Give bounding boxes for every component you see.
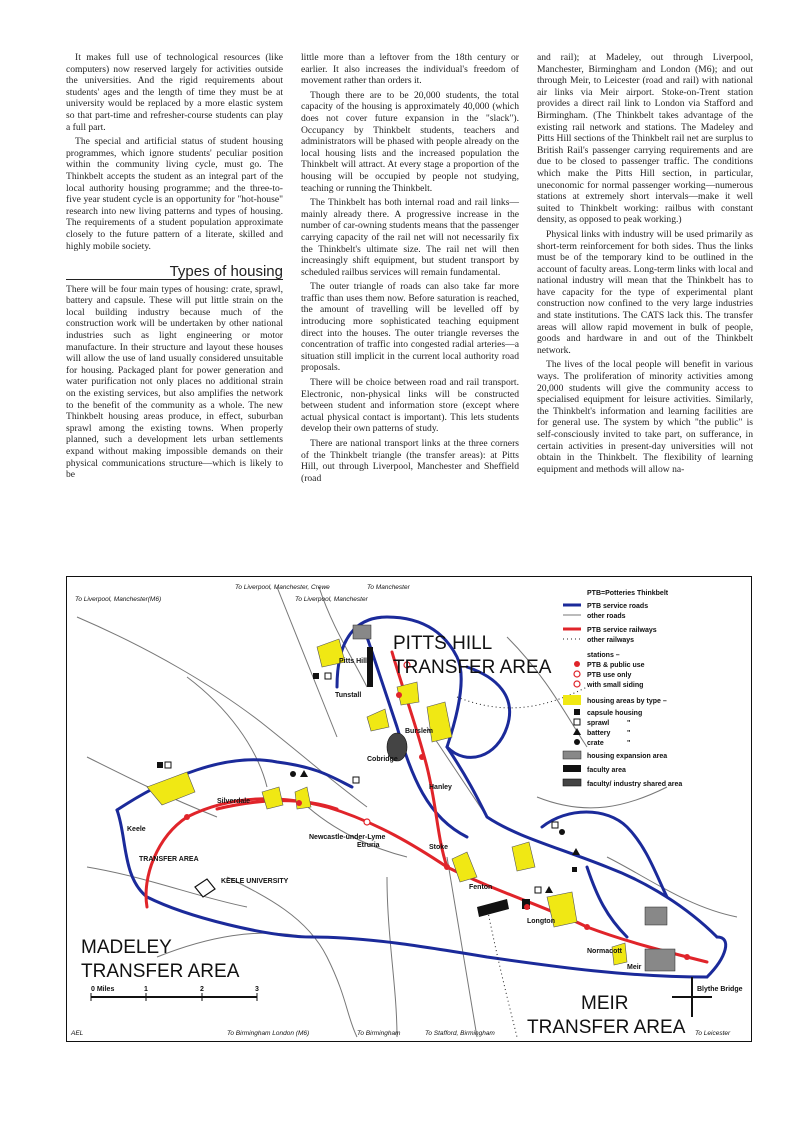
paragraph: The outer triangle of roads can also take far more traffic than uses them now. Before saturation is reached, the amount of travelling will be levelled off by introducing more sophisticated teaching equipment direct into the houses. The outer triangle reverses the concentration of traffic into congested radial arteries—a situation still implicit in the current local authority road proposals. [301,281,519,374]
place-hanley: Hanley [429,784,452,791]
paragraph: There are national transport links at the three corners of the Thinkbelt triangle (the transfer areas): at Pitts Hill, out through Liverpool, Manchester and Sheffield (road [301,438,519,484]
paragraph: Though there are to be 20,000 students, the total capacity of the housing is approximately 40,000 (which does not cover future expansion in the "slack"). Occupancy by Thinkbelt students, teachers and administrators will be phased with people already on the local housing lists and the increased population the Thinkbelt will attract. At every stage a proportion of the housing will be occupied by people not studying, teaching or running the Thinkbelt. [301,89,519,194]
place-tunstall: Tunstall [335,692,362,699]
legend-ditto: " [627,740,631,747]
label-to-leicester: To Leicester [695,1030,731,1037]
scale-tick-2: 2 [200,986,204,993]
paragraph: There will be choice between road and rail transport. Electronic, non-physical links will be constructed between student and information store (except where actual physical contact is important). This lets students develop their own patterns of study. [301,377,519,435]
legend-station-public: PTB & public use [587,662,645,669]
label-to-liverpool: To Liverpool, Manchester [295,596,368,603]
map-legend [563,590,682,788]
scale-label: 0 Miles [91,986,115,993]
place-keele-university: KEELE UNIVERSITY [221,878,289,885]
paragraph: It makes full use of technological resources (like computers) now reserved largely for activities outside the universities. And the rigid requirements about students' ages and the length of time they must be at university would be replaced by a more elastic system so that part-time and refresher-course students can play a full part. [66,52,283,133]
big-label-pitts-hill-transfer: TRANSFER AREA [393,657,552,678]
credit: AEL [71,1030,84,1037]
place-newcastle: Newcastle-under-Lyme [309,834,386,841]
scale-tick-1: 1 [144,986,148,993]
legend-expansion: housing expansion area [587,753,668,760]
legend-crate: crate [587,740,604,747]
legend-sprawl: sprawl [587,720,610,727]
legend-capsule: capsule housing [587,710,643,717]
legend-shared: faculty/ industry shared area [587,781,683,788]
label-to-liverpool-m6: To Liverpool, Manchester(M6) [75,596,162,603]
big-label-pitts-hill: PITTS HILL [393,633,493,654]
paragraph: The special and artificial status of student housing programmes, which ignore students' peculiar position within the community living cycle, must go. The Thinkbelt accepts the student as an integral part of the local authority housing programme; and the three-to-five year student cycle is an opportunity for "hot-house" research into new living patterns and types of housing. The requirements of a student population approximate closely to the future pattern of a literate, skilled and highly mobile society. [66,136,283,252]
legend-other-roads: other roads [587,613,626,620]
paragraph: The lives of the local people will benefit in various ways. The proliferation of minority activities among 20,000 students will give the community access to specialised equipment for leisure activities. Similarly, the Thinkbelt's information and learning facilities are for general use. The system by which "the public" is self-consciously invited to take part, on sufferance, in certain activities in present-day universities will not obtain in the Thinkbelt. The flexibility of learning equipment and methods will allow na- [537,359,753,475]
legend-housing: housing areas by type – [587,698,667,705]
paragraph: and rail); at Madeley, out through Liverpool, Manchester, Birmingham and London (M6); and out through Meir, to Leicester (road and rail) with national air links via Meir airport. Stoke-on-Trent station provides a direct rail link to London via Stafford and Birmingham. (The Thinkbelt takes advantage of the existing rail network and stations. The Madeley and Pitts Hill sections of the Thinkbelt rail net are surplus to British Rail's passenger carrying requirements and are due to be closed to passenger traffic. The conditions which make the Pitts Hill section, in particular, uneconomic for normal passenger working—numerous stations at extremely short intervals—make it well suited to Thinkbelt working: railbus with constant density, as opposed to peak working.) [537,52,753,226]
legend-service-roads: PTB service roads [587,603,649,610]
section-heading: Types of housing [66,266,283,280]
place-blythe-bridge: Blythe Bridge [697,986,743,993]
legend-title: PTB=Potteries Thinkbelt [587,590,669,597]
thinkbelt-map [66,576,752,1042]
place-etruria: Etruria [357,842,380,849]
place-stoke: Stoke [429,844,449,851]
legend-station-siding: with small siding [587,682,644,689]
paragraph: The Thinkbelt has both internal road and rail links—mainly already there. A progressive increase in the number of car-owning students means that the passenger carrying capacity of the rail net will not necessarily fix the Thinkbelt's ultimate size. The rail net will then increasingly shift equipment, but student transport by scheduled railbus services will remain fundamental. [301,197,519,278]
label-to-birmingham-london: To Birmingham London (M6) [227,1030,310,1037]
label-to-manchester: To Manchester [367,584,410,591]
place-burslem: Burslem [405,728,434,735]
legend-ditto: " [627,720,631,727]
label-to-birmingham: To Birmingham [357,1030,401,1037]
legend-station-ptb: PTB use only [587,672,632,679]
place-pitts-hill: Pitts Hill [339,658,368,665]
text-column-1 [66,52,283,484]
place-meir: Meir [627,964,642,971]
place-keele: Keele [127,826,146,833]
scale-bar [91,986,259,1001]
label-to-stafford: To Stafford, Birmingham [425,1030,495,1037]
place-silverdale: Silverdale [217,798,251,805]
big-label-meir: MEIR [581,993,629,1014]
legend-stations: stations – [587,652,620,659]
scale-tick-3: 3 [255,986,259,993]
paragraph: little more than a leftover from the 18th century or earlier. It also increases the individual's freedom of movement rather than orders it. [301,52,519,87]
place-fenton: Fenton [469,884,493,891]
legend-faculty: faculty area [587,767,626,774]
place-longton: Longton [527,918,555,925]
legend-ditto: " [627,730,631,737]
place-normacott: Normacott [587,948,623,955]
map-canvas [67,577,751,1041]
big-label-madeley: MADELEY [81,937,172,958]
legend-other-railways: other railways [587,637,635,644]
faculty-areas [367,647,530,917]
paragraph: There will be four main types of housing: crate, sprawl, battery and capsule. These will put little strain on the local building industry because much of the construction work will be undertaken by other national industries such as light engineering or motor manufacture. In their structure and layout these houses will allow the use of land usually considered unsuitable for housing. Packaged plant for power generation and water purification not only places no additional strain on the existing services, but also amplifies the network to the benefit of the community as a whole. The new Thinkbelt housing areas produce, in effect, suburban sprawl among the existing towns. When properly planned, such a development lets urban settlements expand without making impossible demands on their physical communications structure—which is likely to be [66,283,283,481]
text-column-2 [301,52,519,487]
big-label-meir-transfer: TRANSFER AREA [527,1017,686,1038]
text-column-3 [537,52,753,478]
place-transfer-area-small: TRANSFER AREA [139,856,199,863]
label-to-crewe: To Liverpool, Manchester, Crewe [235,584,330,591]
legend-service-railways: PTB service railways [587,627,657,634]
airport-icon [672,977,712,1017]
big-label-madeley-transfer: TRANSFER AREA [81,961,240,982]
legend-battery: battery [587,730,611,737]
place-cobridge: Cobridge [367,756,398,763]
paragraph: Physical links with industry will be used primarily as short-term reinforcement for both sides. Thus the links must be of the temporary kind to be outlined in the account of faculty areas. Long-term links with local and national industry will mean that the Thinkbelt has to have capacity for the type of experimental plant construction now confined to the very large industries and state institutions. The CATS lack this. The transfer areas will allow rapid movement in bulk of people, goods and hardware in and out of the Thinkbelt network. [537,228,753,356]
